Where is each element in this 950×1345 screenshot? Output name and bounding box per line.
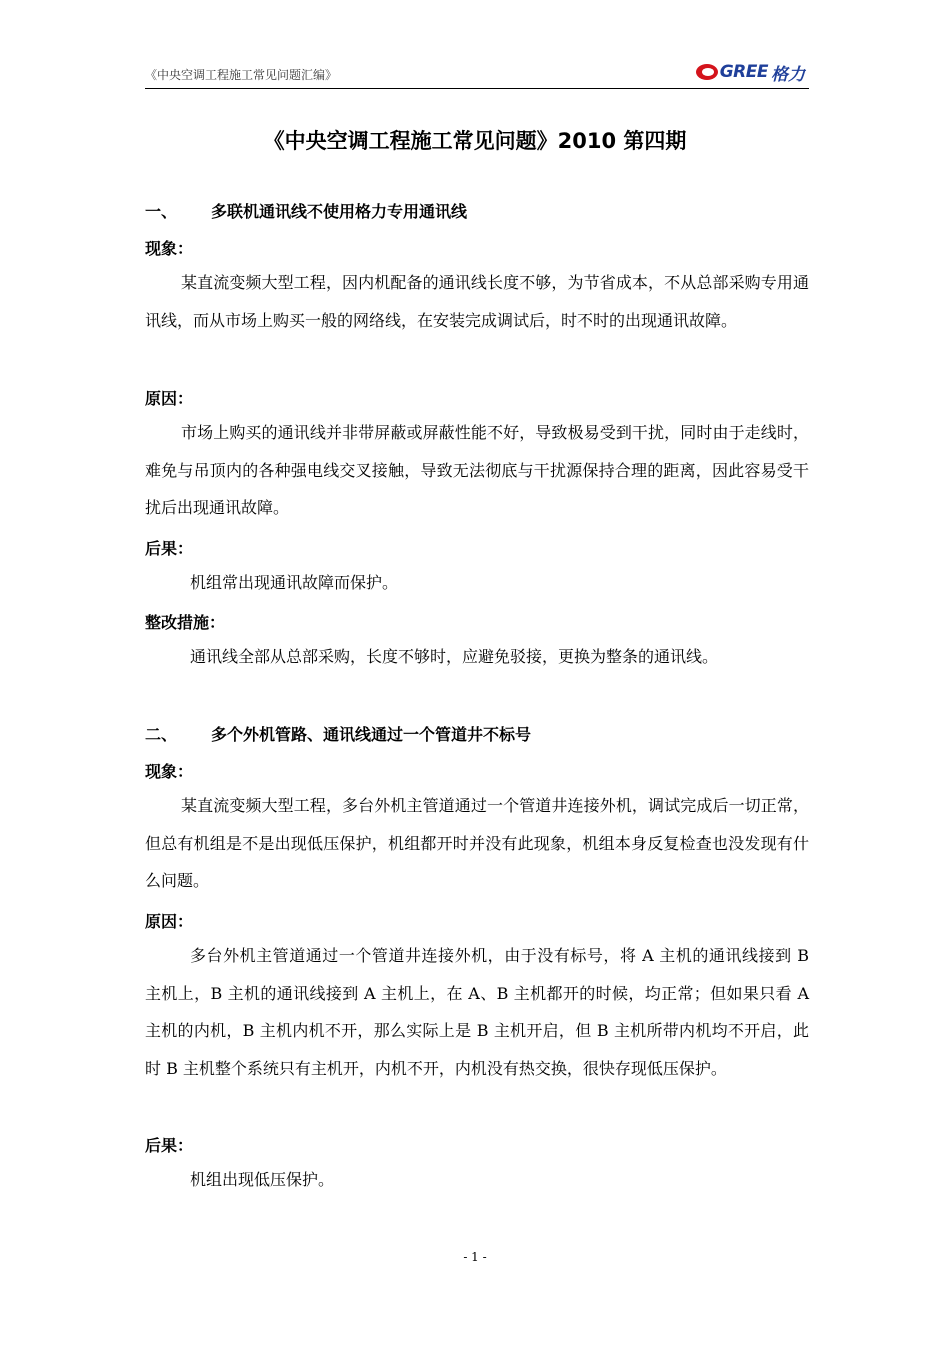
page-number: - 1 - <box>463 1250 487 1264</box>
header-title: 《中央空调工程施工常见问题汇编》 <box>145 68 338 82</box>
section-1-result-label: 后果： <box>145 539 194 558</box>
section-1-cause-label: 原因： <box>145 389 194 408</box>
gree-logo <box>696 60 805 84</box>
document-title: 《中央空调工程施工常见问题》2010 第四期 <box>263 129 687 153</box>
section-2-phenomenon-text: 某直流变频大型工程，多台外机主管道通过一个管道井连接外机，调试完成后一切正常，但总有机组是不是出现低压保护，机组都开时并没有此现象，机组本身反复检查也没发现有什么问题。 <box>145 796 809 890</box>
section-2-phenomenon-label: 现象： <box>145 762 194 781</box>
section-1-title: 多联机通讯线不使用格力专用通讯线 <box>211 202 468 221</box>
section-2-number: 二、 <box>145 725 178 744</box>
section-2-cause-text: 多台外机主管道通过一个管道井连接外机，由于没有标号，将 A 主机的通讯线接到 B 主机上，B 主机的通讯线接到 A 主机上，在 A、B 主机都开的时候，均正常；但如果只看 A 主机的内机，B 主机内机不开，那么实际上是 B 主机开启，但 B 主机所带内机均不开启，此时 B 主机整个系统只有主机开，内机不开，内机没有热交换，很快存现低压保护。 <box>145 946 809 1078</box>
section-2-heading <box>145 722 531 745</box>
section-1-measure-text: 通讯线全部从总部采购，长度不够时，应避免驳接，更换为整条的通讯线。 <box>190 647 719 666</box>
section-2-result-label: 后果： <box>145 1136 194 1155</box>
section-1-result-text: 机组常出现通讯故障而保护。 <box>190 573 399 592</box>
section-1-cause-text: 市场上购买的通讯线并非带屏蔽或屏蔽性能不好，导致极易受到干扰，同时由于走线时，难免与吊顶内的各种强电线交叉接触，导致无法彻底与干扰源保持合理的距离，因此容易受干扰后出现通讯故障。 <box>145 423 809 517</box>
section-2-cause-label: 原因： <box>145 912 194 931</box>
section-1-heading <box>145 199 467 222</box>
section-1-phenomenon-label: 现象： <box>145 239 194 258</box>
gree-logo-icon <box>696 64 718 80</box>
section-1-number: 一、 <box>145 202 178 221</box>
section-2-result-text: 机组出现低压保护。 <box>190 1170 335 1189</box>
section-1-measure-label: 整改措施： <box>145 613 226 632</box>
section-2-title: 多个外机管路、通讯线通过一个管道井不标号 <box>211 725 532 744</box>
section-1-phenomenon-text: 某直流变频大型工程，因内机配备的通讯线长度不够，为节省成本，不从总部采购专用通讯线，而从市场上购买一般的网络线，在安装完成调试后，时不时的出现通讯故障。 <box>145 273 809 330</box>
page-header <box>145 60 809 89</box>
logo-text: GREE <box>719 62 768 82</box>
logo-cn-text: 格力 <box>771 64 805 85</box>
